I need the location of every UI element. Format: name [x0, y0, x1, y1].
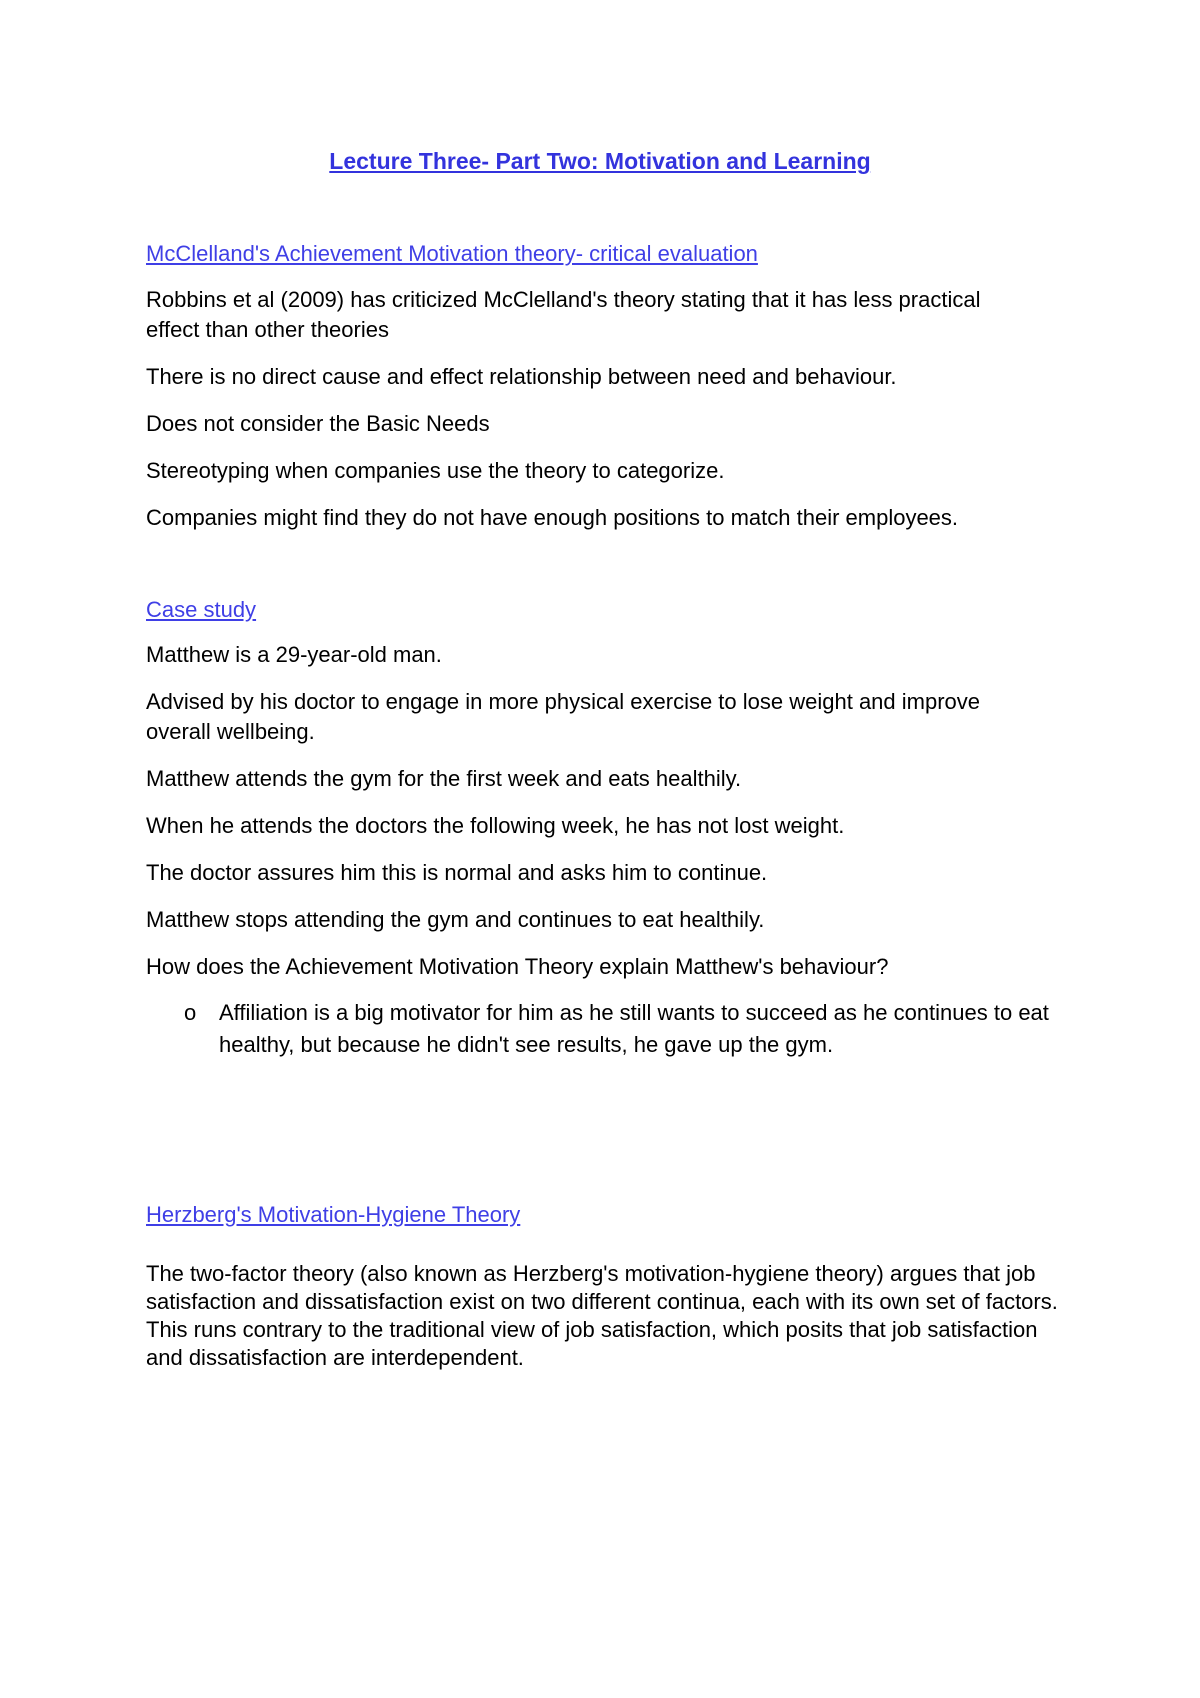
paragraph-no-direct-cause: There is no direct cause and effect relationship between need and behaviour. [146, 364, 897, 389]
paragraph-robbins-criticism: Robbins et al (2009) has criticized McClelland's theory stating that it has less practical effect than other theories [146, 287, 981, 342]
paragraph-question: How does the Achievement Motivation Theory explain Matthew's behaviour? [146, 954, 889, 979]
document-title: Lecture Three- Part Two: Motivation and Learning [329, 148, 871, 174]
bullet-affiliation: Affiliation is a big motivator for him as he still wants to succeed as he continues to eat healthy, but because he didn't see results, he gave up the gym. [219, 1000, 1049, 1057]
paragraph-attends-gym: Matthew attends the gym for the first week and eats healthily. [146, 766, 742, 791]
bullet-marker: o [184, 1000, 197, 1025]
paragraph-not-lost-weight: When he attends the doctors the following week, he has not lost weight. [146, 813, 845, 838]
paragraph-doctor-assures: The doctor assures him this is normal and asks him to continue. [146, 860, 768, 885]
paragraph-stereotyping: Stereotyping when companies use the theory to categorize. [146, 458, 725, 483]
paragraph-matthew-age: Matthew is a 29-year-old man. [146, 642, 442, 667]
paragraph-stops-gym: Matthew stops attending the gym and continues to eat healthily. [146, 907, 765, 932]
paragraph-two-factor-theory: The two-factor theory (also known as Herzberg's motivation-hygiene theory) argues that job satisfaction and dissatisfaction exist on two different continua, each with its own set of factors. This runs contrary to the traditional view of job satisfaction, which posits that job satisfaction and dissatisfaction are interdependent. [146, 1261, 1058, 1370]
section-heading-herzberg: Herzberg's Motivation-Hygiene Theory [146, 1202, 521, 1227]
paragraph-doctor-advice: Advised by his doctor to engage in more physical exercise to lose weight and improve overall wellbeing. [146, 689, 981, 744]
section-heading-mcclelland: McClelland's Achievement Motivation theory- critical evaluation [146, 241, 758, 266]
paragraph-positions: Companies might find they do not have enough positions to match their employees. [146, 505, 959, 530]
section-heading-case-study: Case study [146, 597, 257, 622]
paragraph-basic-needs: Does not consider the Basic Needs [146, 411, 490, 436]
